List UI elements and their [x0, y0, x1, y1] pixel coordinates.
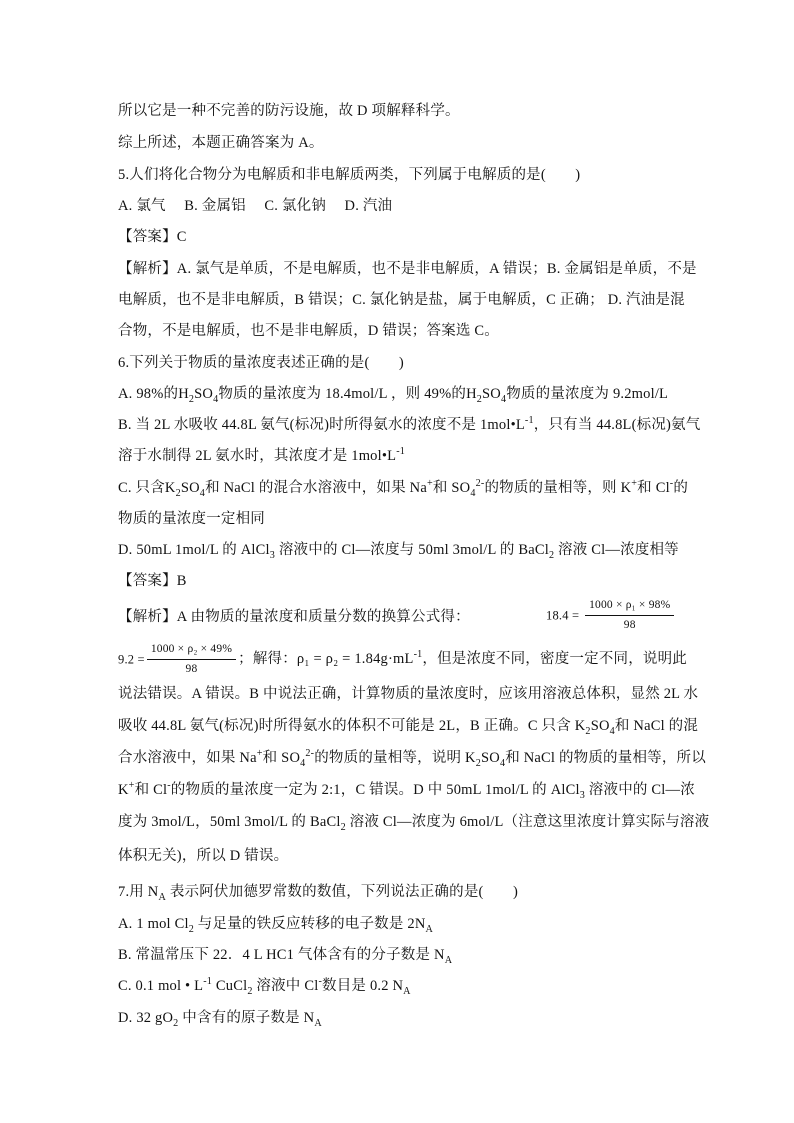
formula-fraction-1: 18.4 = $\frac{\text{1000 × ρ₁ × 98\%}}{98}$ — [546, 598, 676, 633]
text-line: 所以它是一种不完善的防污设施，故 D 项解释科学。 — [118, 103, 460, 119]
question-6-explanation: 9.2 = $\frac{\text{1000 × ρ₂ × 49\%}}{98}$ ；解得：$\rho_1 = \rho_2 = 1.84g\cdot mL^{-1}$，但是浓度不同，密度一定不同，说明此 — [118, 643, 688, 675]
question-6-explanation: 【解析】A 由物质的量浓度和质量分数的换算公式得： — [118, 609, 470, 625]
question-7-option-a: A. 1 mol $Cl_2$ 与足量的铁反应转移的电子数是 $2N_A$ — [118, 916, 434, 935]
question-6-option-b: 溶于水制得 2L 氨水时，其浓度才是 $1mol•L^{-1}$ — [118, 446, 406, 464]
question-5-answer: 【答案】C — [118, 229, 187, 245]
question-6-option-c: 物质的量浓度一定相同 — [118, 511, 265, 527]
question-6-option-b: B. 当 2L 水吸收 44.8L 氨气(标况)时所得氨水的浓度不是 $1mol•L^{-1}$，只有当 44.8L(标况)氨气 — [118, 415, 701, 433]
question-5-stem: 5.人们将化合物分为电解质和非电解质两类，下列属于电解质的是( ) — [118, 167, 581, 183]
question-6-explanation: 体积无关)，所以 D 错误。 — [118, 848, 289, 864]
question-6-option-a: A. 98%的$H_2SO_4$物质的量浓度为 18.4mol/L ，则 49%的$H_2SO_4$物质的量浓度为 9.2mol/L — [118, 386, 669, 405]
question-6-answer: 【答案】B — [118, 573, 187, 589]
question-6-explanation: 度为 3mol/L，50ml 3mol/L 的 BaCl$_2$ 溶液 Cl—浓度为 6mol/L（注意这里浓度计算实际与溶液 — [118, 814, 710, 833]
question-7-option-c: C. 0.1 mol • $L^{-1}$ CuCl$_2$ 溶液中 Cl-数目是 0.2 $N_A$ — [118, 976, 411, 997]
question-5-explanation: 电解质，也不是非电解质，B 错误；C. 氯化钠是盐，属于电解质，C 正确； D. 汽油是混 — [118, 292, 685, 308]
question-6-explanation: 吸收 44.8L 氨气(标况)时所得氨水的体积不可能是 2L，B 正确。C 只含 $K_2SO_4$和 NaCl 的混 — [118, 718, 699, 737]
text-line: 综上所述，本题正确答案为 A。 — [118, 135, 324, 151]
formula-fraction-2: 9.2 = — [118, 652, 145, 667]
question-7-option-b: B. 常温常压下 22．4 L HC1 气体含有的分子数是 $N_A$ — [118, 947, 453, 966]
question-7-stem: 7.用 $N_A$ 表示阿伏加德罗常数的数值，下列说法正确的是( ) — [118, 884, 518, 903]
question-5-options: A. 氯气 B. 金属铝 C. 氯化钠 D. 汽油 — [118, 198, 393, 214]
question-6-explanation: K+和 Cl-的物质的量浓度一定为 2:1，C 错误。D 中 50mL 1mol/L 的 AlCl$_3$ 溶液中的 Cl—浓 — [118, 780, 695, 801]
question-7-option-d: D. 32 $gO_2$ 中含有的原子数是 $N_A$ — [118, 1010, 322, 1029]
question-6-option-c: C. 只含$K_2SO_4$和 NaCl 的混合水溶液中，如果 Na+和 $SO_4^{2-}$的物质的量相等，则 K+和 Cl-的 — [118, 478, 689, 499]
question-6-explanation: 合水溶液中，如果 Na+和 $SO_4^{2-}$的物质的量相等，说明 $K_2SO_4$和 NaCl 的物质的量相等，所以 — [118, 748, 706, 769]
question-5-explanation: 【解析】A. 氯气是单质，不是电解质，也不是非电解质，A 错误；B. 金属铝是单质，不是 — [118, 261, 697, 277]
question-6-option-d: D. 50mL 1mol/L 的 AlCl$_3$ 溶液中的 Cl—浓度与 50ml 3mol/L 的 BaCl$_2$ 溶液 Cl—浓度相等 — [118, 542, 679, 561]
question-6-explanation: 说法错误。A 错误。B 中说法正确，计算物质的量浓度时，应该用溶液总体积，显然 2L 水 — [118, 686, 699, 702]
question-6-stem: 6.下列关于物质的量浓度表述正确的是( ) — [118, 355, 404, 371]
question-5-explanation: 合物，不是电解质，也不是非电解质，D 错误；答案选 C。 — [118, 323, 499, 339]
